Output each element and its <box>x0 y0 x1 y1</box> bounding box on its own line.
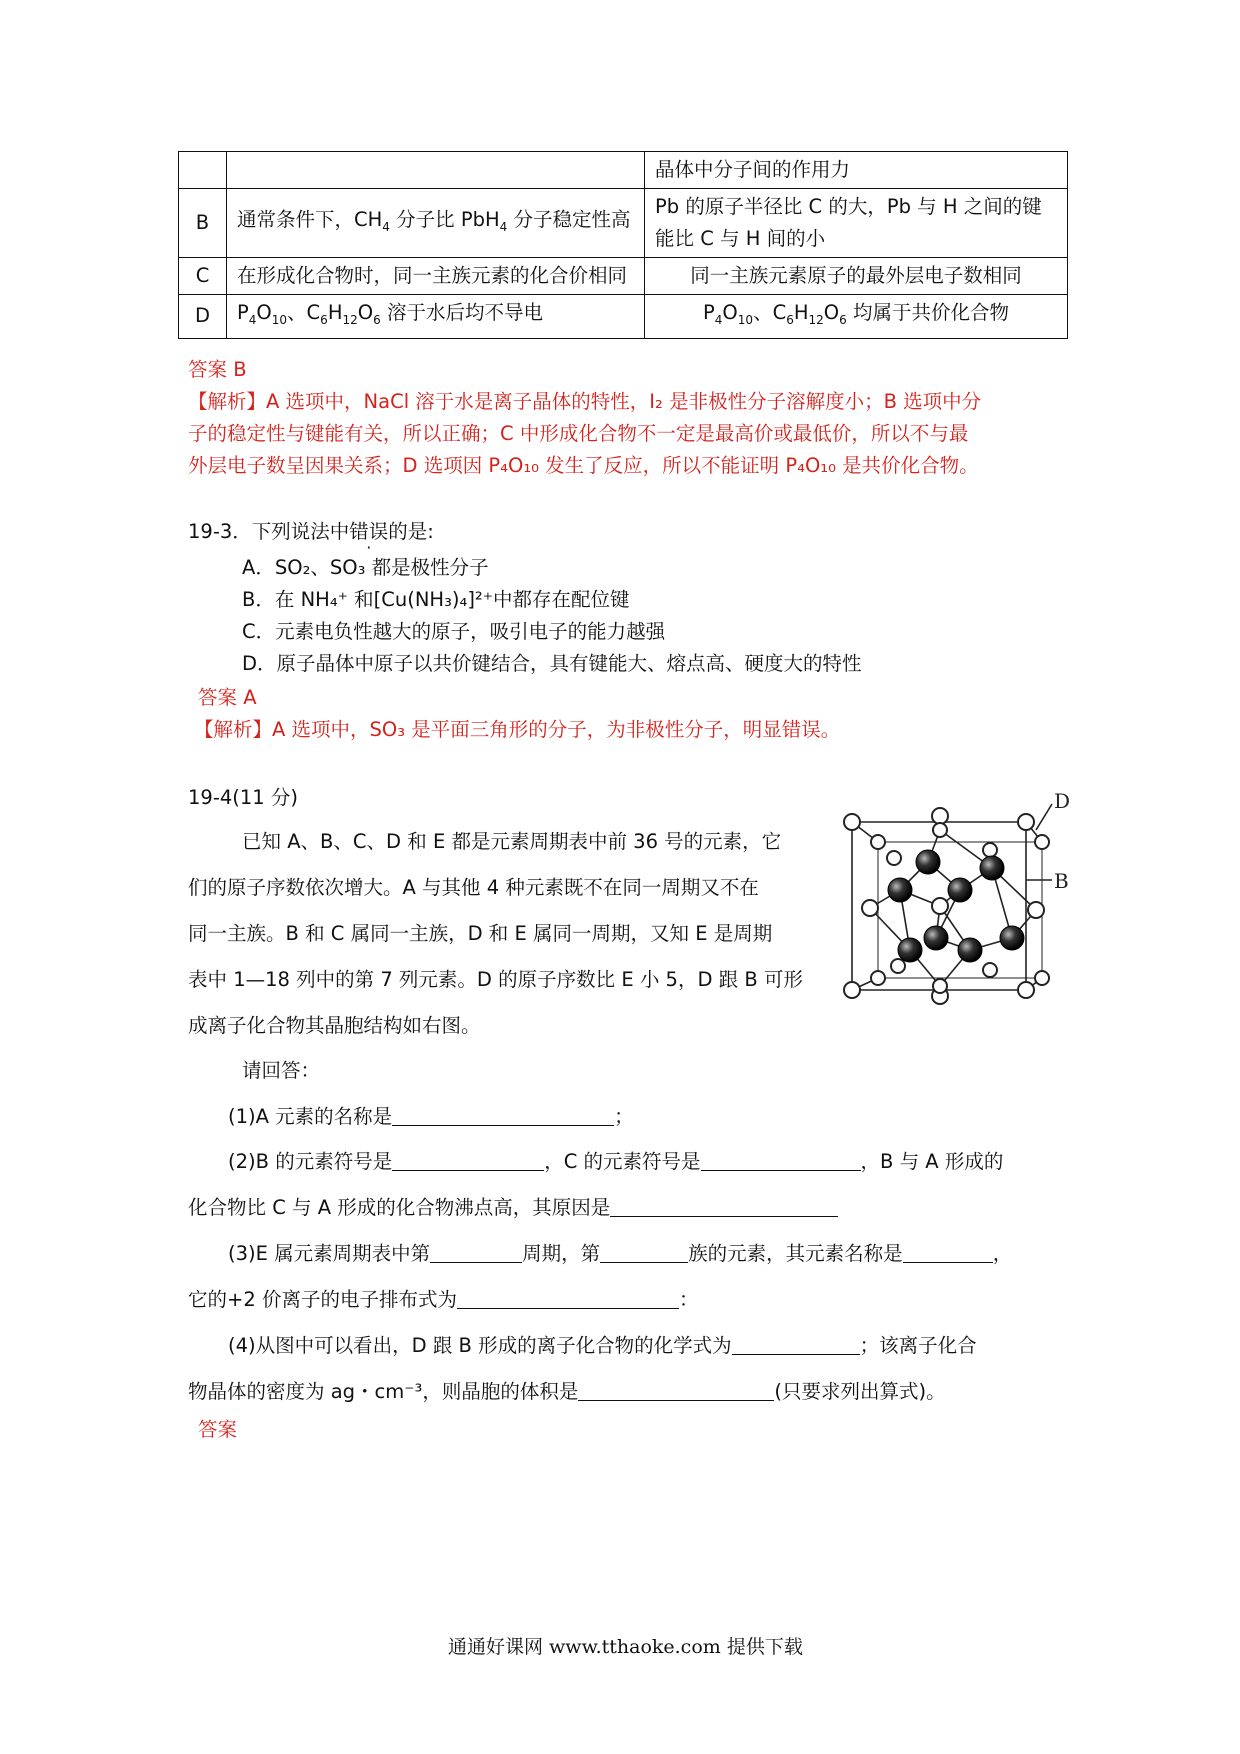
comparison-table <box>178 151 1068 339</box>
row-statement: 通常条件下，$CH_4$ 分子比 PbH$_4$ 分子稳定性高 <box>227 189 645 258</box>
table-row <box>179 258 1068 295</box>
q4-sub2-text2: ，C 的元素符号是 <box>544 1150 701 1173</box>
answer-blank[interactable] <box>732 1332 860 1355</box>
q4-paragraph-line1: 已知 A、B、C、D 和 E 都是元素周期表中前 36 号的元素，它 <box>242 830 782 853</box>
q4-sub1 <box>228 1101 634 1129</box>
answer-blank[interactable] <box>903 1240 993 1263</box>
answer-blank[interactable] <box>701 1148 861 1171</box>
q4-sub4-cont <box>188 1376 946 1404</box>
row-reason: 同一主族元素原子的最外层电子数相同 <box>645 258 1068 295</box>
q4-sub3-text3: 族的元素，其元素名称是 <box>688 1242 903 1265</box>
row-statement <box>227 152 645 189</box>
q3-emphasis: 错误 <box>349 520 389 543</box>
page-footer: 通通好课网 www.tthaoke.com 提供下载 <box>448 1636 803 1658</box>
row-reason: 晶体中分子间的作用力 <box>645 152 1068 189</box>
q3-number: 19-3．下列说法中 <box>188 520 350 543</box>
figure-label-d: D <box>1054 790 1071 813</box>
q4-sub1-end: ； <box>614 1105 634 1128</box>
q4-sub4 <box>228 1330 977 1358</box>
answer-blank[interactable] <box>392 1148 544 1171</box>
q4-sub4-text: (4)从图中可以看出，D 跟 B 形成的离子化合物的化学式为 <box>228 1334 732 1357</box>
q2-analysis-line3: 外层电子数呈因果关系；D 选项因 P₄O₁₀ 发生了反应，所以不能证明 P₄O₁₀ 是共价化合物。 <box>188 454 979 477</box>
answer-blank[interactable] <box>600 1240 688 1263</box>
q2-answer: 答案 B <box>188 358 247 381</box>
row-reason: Pb 的原子半径比 C 的大，Pb 与 H 之间的键能比 C 与 H 间的小 <box>645 189 1068 258</box>
answer-blank[interactable] <box>578 1378 774 1401</box>
q4-sub4-text4: (只要求列出算式)。 <box>774 1380 946 1403</box>
answer-blank[interactable] <box>610 1194 838 1217</box>
answer-blank[interactable] <box>430 1240 522 1263</box>
q2-analysis-line2: 子的稳定性与键能有关，所以正确；C 中形成化合物不一定是最高价或最低价，所以不与最 <box>188 422 969 445</box>
q4-sub3-cont <box>188 1284 698 1312</box>
q4-paragraph-line2: 们的原子序数依次增大。A 与其他 4 种元素既不在同一周期又不在 <box>188 876 759 899</box>
q4-sub3-end: ， <box>992 1242 1013 1265</box>
table-row <box>179 189 1068 258</box>
q4-sub2-cont <box>188 1192 838 1220</box>
q4-sub2-text: (2)B 的元素符号是 <box>228 1150 393 1173</box>
q4-sub3 <box>228 1238 1012 1266</box>
q3-stem-end: 的是: <box>388 520 434 543</box>
crystal-cell-figure <box>840 790 1080 1010</box>
q3-answer: 答案 A <box>198 686 257 709</box>
q4-sub3-text2: 周期，第 <box>522 1242 601 1265</box>
q4-header: 19-4(11 分) <box>188 786 298 809</box>
table-row <box>179 152 1068 189</box>
q4-sub4-text2: ；该离子化合 <box>859 1334 977 1357</box>
q3-stem <box>188 516 434 544</box>
answer-blank[interactable] <box>392 1103 614 1126</box>
q3-option-b: B．在 NH₄⁺ 和[Cu(NH₃)₄]²⁺中都存在配位键 <box>242 588 630 611</box>
q4-sub2-text3: ，B 与 A 形成的 <box>860 1150 1004 1173</box>
q4-sub3-end2: ： <box>678 1288 699 1311</box>
q4-sub3-text4: 它的+2 价离子的电子排布式为 <box>188 1288 457 1311</box>
q4-sub2 <box>228 1146 1003 1174</box>
q4-paragraph-line3: 同一主族。B 和 C 属同一主族，D 和 E 属同一周期，又知 E 是周期 <box>188 922 773 945</box>
q4-sub1-text: (1)A 元素的名称是 <box>228 1105 393 1128</box>
row-key: C <box>179 258 227 295</box>
q3-option-c: C．元素电负性越大的原子，吸引电子的能力越强 <box>242 620 666 643</box>
row-key <box>179 152 227 189</box>
row-statement: 在形成化合物时，同一主族元素的化合价相同 <box>227 258 645 295</box>
row-key: D <box>179 295 227 339</box>
q4-sub4-text3: 物晶体的密度为 ag・cm⁻³，则晶胞的体积是 <box>188 1380 579 1403</box>
q4-answer: 答案 <box>198 1418 238 1441</box>
q3-option-a: A．SO₂、SO₃ 都是极性分子 <box>242 556 489 579</box>
q3-option-d: D．原子晶体中原子以共价键结合，具有键能大、熔点高、硬度大的特性 <box>242 652 862 675</box>
row-reason: $P_4O_{10}$、$C_6H_{12}O_6$ 均属于共价化合物 <box>645 295 1068 339</box>
row-key: B <box>179 189 227 258</box>
q4-paragraph-line5: 成离子化合物其晶胞结构如右图。 <box>188 1014 481 1037</box>
table-row <box>179 295 1068 339</box>
q4-sub3-text: (3)E 属元素周期表中第 <box>228 1242 431 1265</box>
q4-prompt: 请回答： <box>242 1059 321 1082</box>
q4-paragraph-line4: 表中 1—18 列中的第 7 列元素。D 的原子序数比 E 小 5，D 跟 B 可形 <box>188 968 803 991</box>
answer-blank[interactable] <box>457 1286 679 1309</box>
q2-analysis-line1: 【解析】A 选项中，NaCl 溶于水是离子晶体的特性，I₂ 是非极性分子溶解度小；B 选项中分 <box>188 390 982 413</box>
figure-label-b: B <box>1054 869 1069 893</box>
q3-analysis: 【解析】A 选项中，SO₃ 是平面三角形的分子，为非极性分子，明显错误。 <box>194 718 841 741</box>
q4-sub2-text4: 化合物比 C 与 A 形成的化合物沸点高，其原因是 <box>188 1196 611 1219</box>
row-statement: $P_4O_{10}$、$C_6H_{12}O_6$ 溶于水后均不导电 <box>227 295 645 339</box>
